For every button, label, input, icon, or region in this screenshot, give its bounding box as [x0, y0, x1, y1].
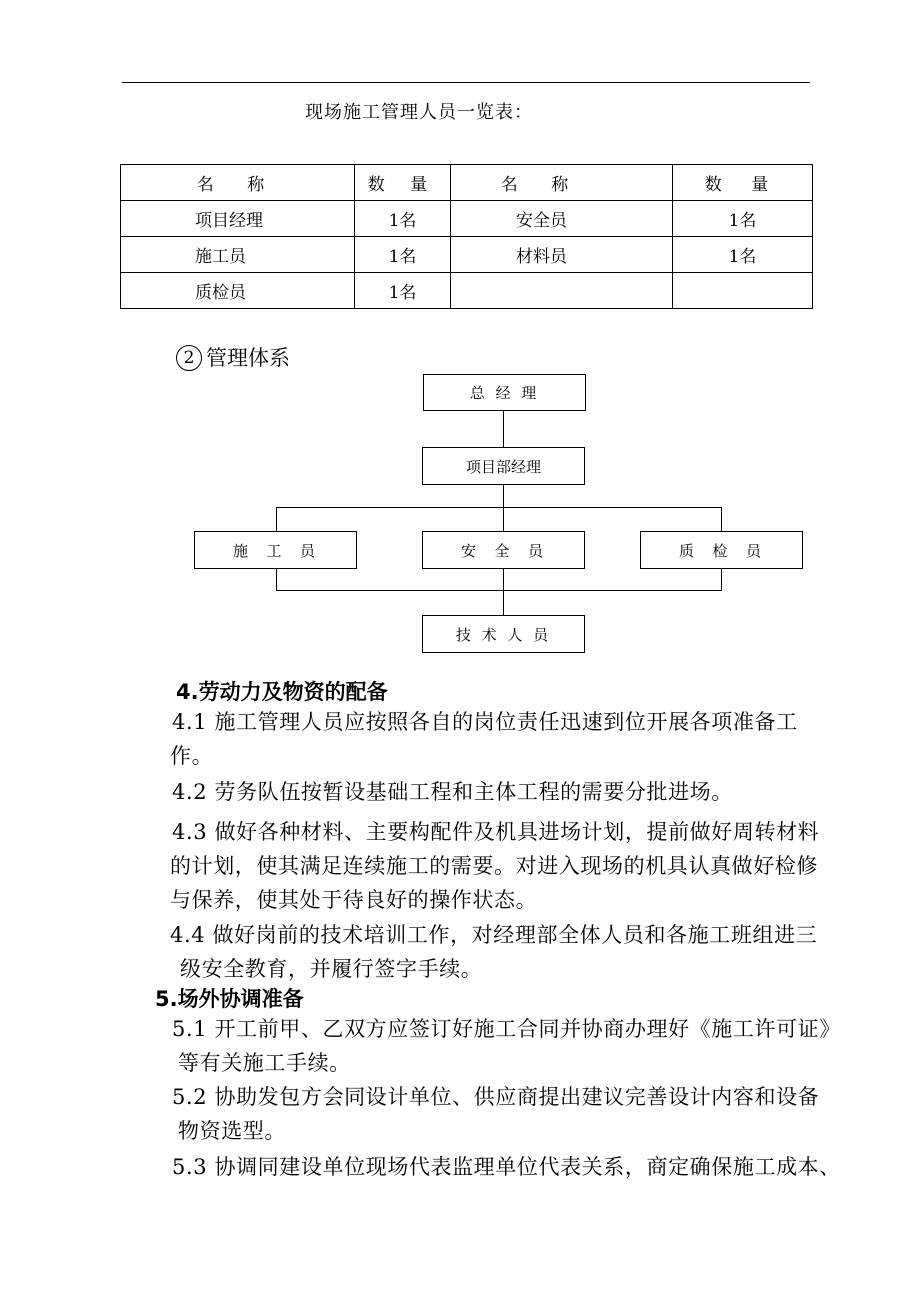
org-box-safety-officer: 安 全 员 [422, 531, 585, 569]
table-header-row [121, 165, 813, 201]
paragraph-line: 4.4 做好岗前的技术培训工作，对经理部全体人员和各施工班组进三 [170, 923, 818, 947]
org-box-constructor: 施 工 员 [194, 531, 357, 569]
org-box-quality-inspector: 质 检 员 [640, 531, 803, 569]
table-cell: 质检员 [121, 273, 355, 309]
table-row [121, 237, 813, 273]
connector-line [503, 484, 504, 508]
paragraph-4-3 [170, 815, 820, 917]
circled-number: 2 [176, 345, 202, 371]
paragraph-line: 5.2 协助发包方会同设计单位、供应商提出建议完善设计内容和设备 [172, 1085, 820, 1109]
paragraph-4-4 [170, 918, 818, 986]
connector-line [276, 590, 722, 591]
paragraph-5-3 [172, 1150, 841, 1184]
paragraph-line: 5.1 开工前甲、乙双方应签订好施工合同并协商办理好《施工许可证》 [172, 1017, 841, 1041]
table-cell: 1名 [355, 273, 451, 309]
table-cell [673, 273, 813, 309]
staff-table [120, 164, 813, 309]
paragraph-line: 4.2 劳务队伍按暂设基础工程和主体工程的需要分批进场。 [172, 780, 733, 804]
table-cell [451, 273, 673, 309]
header-name-2: 名 称 [451, 165, 673, 201]
header-count-1: 数 量 [355, 165, 451, 201]
table-cell: 材料员 [451, 237, 673, 273]
heading-section-4: 4.劳动力及物资的配备 [176, 680, 388, 704]
table-cell: 1名 [355, 237, 451, 273]
paragraph-line: 物资选型。 [178, 1119, 286, 1143]
paragraph-4-1 [172, 705, 812, 773]
header-count-2: 数 量 [673, 165, 813, 201]
heading-section-5: 5.场外协调准备 [155, 987, 304, 1011]
paragraph-5-2 [172, 1080, 820, 1148]
section-title: 管理体系 [206, 346, 290, 370]
connector-line [503, 568, 504, 616]
table-row [121, 201, 813, 237]
org-box-project-manager: 项目部经理 [422, 447, 585, 485]
org-box-general-manager: 总 经 理 [423, 374, 586, 411]
connector-line [721, 507, 722, 532]
table-cell: 安全员 [451, 201, 673, 237]
table-cell: 1名 [673, 237, 813, 273]
header-name-1: 名 称 [121, 165, 355, 201]
connector-line [276, 568, 277, 591]
paragraph-line: 等有关施工手续。 [178, 1051, 351, 1075]
connector-line [503, 507, 504, 532]
paragraph-line: 4.1 施工管理人员应按照各自的岗位责任迅速到位开展各项准备工 [172, 710, 798, 734]
connector-line [276, 507, 722, 508]
table-cell: 1名 [673, 201, 813, 237]
connector-line [503, 410, 504, 448]
table-title: 现场施工管理人员一览表： [305, 102, 533, 123]
paragraph-line: 5.3 协调同建设单位现场代表监理单位代表关系，商定确保施工成本、 [172, 1155, 841, 1179]
paragraph-line: 4.3 做好各种材料、主要构配件及机具进场计划，提前做好周转材料 [172, 820, 820, 844]
table-cell: 项目经理 [121, 201, 355, 237]
paragraph-line: 作。 [170, 744, 214, 768]
paragraph-5-1 [172, 1012, 841, 1080]
connector-line [276, 507, 277, 532]
section-heading-management-system [176, 342, 290, 372]
paragraph-line: 的计划，使其满足连续施工的需要。对进入现场的机具认真做好检修 [170, 854, 818, 878]
table-row [121, 273, 813, 309]
org-box-technical-staff: 技 术 人 员 [422, 615, 585, 653]
paragraph-line: 级安全教育，并履行签字手续。 [180, 957, 483, 981]
header-rule [122, 82, 810, 83]
table-cell: 施工员 [121, 237, 355, 273]
paragraph-line: 与保养，使其处于待良好的操作状态。 [170, 888, 538, 912]
connector-line [721, 568, 722, 591]
paragraph-4-2 [172, 775, 812, 809]
table-cell: 1名 [355, 201, 451, 237]
